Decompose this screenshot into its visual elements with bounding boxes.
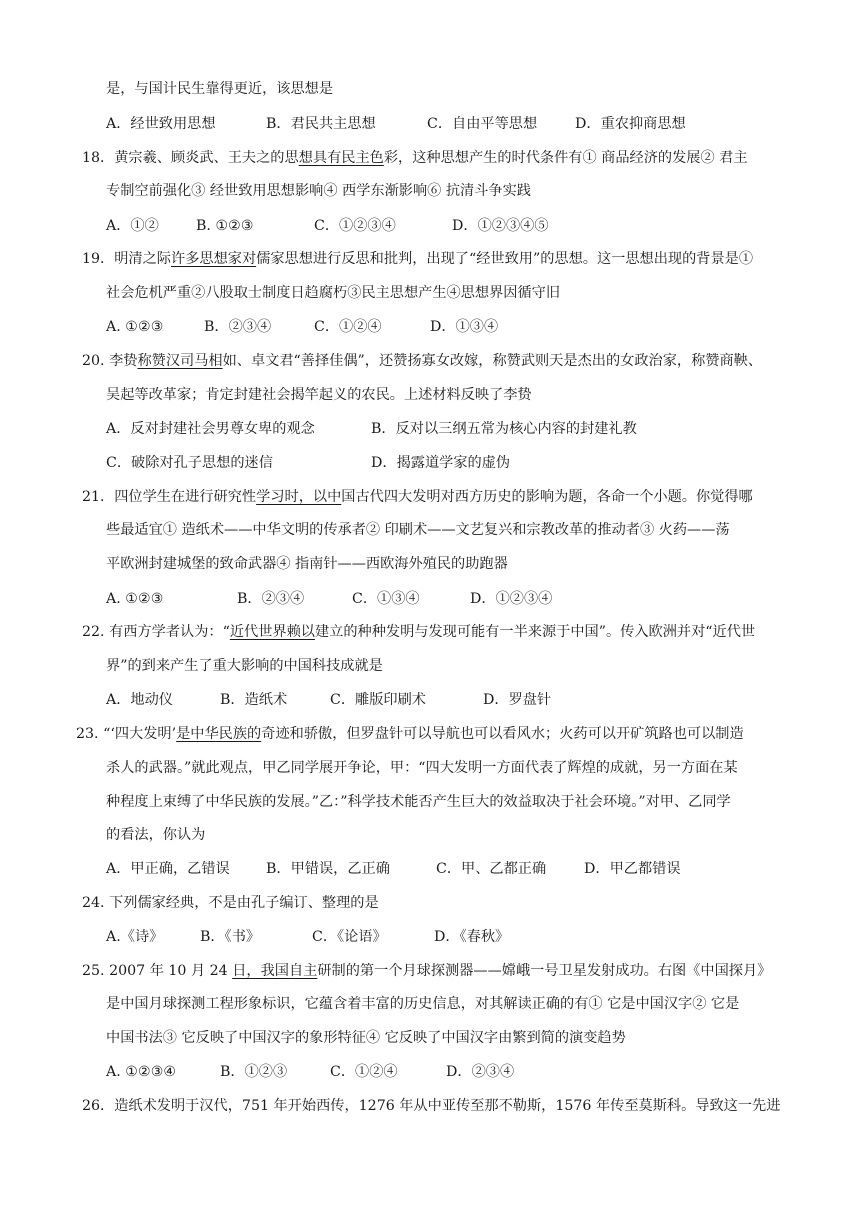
q21-stem-line3: 平欧洲封建城堡的致命武器④ 指南针——西欧海外殖民的助跑器 — [106, 556, 508, 572]
q22-stem-line2: 界”的到来产生了重大影响的中国科技成就是 — [106, 658, 383, 674]
q25-stem-line3: 中国书法③ 它反映了中国汉字的象形特征④ 它反映了中国汉字由繁到简的演变趋势 — [106, 1030, 626, 1046]
q21-option-b: B．②③④ — [237, 591, 305, 607]
q21-option-c: C．①③④ — [352, 591, 420, 607]
q26-stem-line1: 26．造纸术发明于汉代，751 年开始西传，1276 年从中亚传至那不勒斯，1576 年传至莫斯科。导致这一先进 — [82, 1098, 781, 1114]
q20-option-d: D．揭露道学家的虚伪 — [371, 455, 511, 471]
q21-option-a: A. ①②③ — [106, 591, 164, 607]
q18-option-a: A．①② — [106, 218, 159, 234]
q20-stem-line2: 吴起等改革家；肯定封建社会揭竿起义的农民。上述材料反映了李贽 — [106, 387, 532, 403]
q25-stem-line2: 是中国月球探测工程形象标识，它蕴含着丰富的历史信息，对其解读正确的有① 它是中国汉字② 它是 — [106, 996, 740, 1012]
q23-option-c: C．甲、乙都正确 — [436, 861, 547, 877]
q24-option-a: A.《诗》 — [106, 929, 164, 945]
q17-stem: 是，与国计民生靠得更近，该思想是 — [106, 81, 334, 97]
q21-stem-line2: 些最适宜① 造纸术——中华文明的传承者② 印刷术——文艺复兴和宗教改革的推动者③ 火药——荡 — [106, 522, 730, 538]
q20-option-a: A．反对封建社会男尊女卑的观念 — [106, 421, 315, 437]
q19-option-b: B．②③④ — [204, 319, 272, 335]
q21-option-d: D．①②③④ — [470, 591, 553, 607]
q17-option-b: B．君民共主思想 — [266, 116, 376, 132]
q23-option-d: D．甲乙都错误 — [584, 861, 681, 877]
q19-option-d: D．①③④ — [430, 319, 499, 335]
q19-stem-line1: 19．明清之际许多思想家对儒家思想进行反思和批判，出现了“经世致用”的思想。这一思想出现的背景是① — [82, 251, 754, 267]
q19-option-c: C．①②④ — [314, 319, 382, 335]
q23-stem-line3: 种程度上束缚了中华民族的发展。”乙：”科学技术能否产生巨大的效益取决于社会环境。”对甲、乙同学 — [106, 794, 731, 810]
q18-option-b: B. ①②③ — [196, 218, 254, 234]
q23-stem-line1: 23. “‘四大发明’是中华民族的奇迹和骄傲，但罗盘针可以导航也可以看风水；火药可以开矿筑路也可以制造 — [76, 726, 744, 742]
q23-stem-line4: 的看法，你认为 — [106, 827, 206, 843]
q24-option-c: C．《论语》 — [312, 929, 387, 945]
q18-stem-line1: 18．黄宗羲、顾炎武、王夫之的思想具有民主色彩，这种思想产生的时代条件有① 商品经济的发展② 君主 — [82, 150, 748, 166]
q25-option-a: A. ①②③④ — [106, 1064, 177, 1080]
q18-option-c: C．①②③④ — [314, 218, 396, 234]
q23-stem-line2: 杀人的武器。”就此观点，甲乙同学展开争论，甲：“四大发明一方面代表了辉煌的成就，另一方面在某 — [106, 760, 738, 776]
q22-option-a: A．地动仪 — [106, 692, 173, 708]
q25-option-c: C．①②④ — [330, 1064, 398, 1080]
q24-option-b: B．《书》 — [200, 929, 261, 945]
q20-option-b: B．反对以三纲五常为核心内容的封建礼教 — [371, 421, 637, 437]
q17-option-c: C．自由平等思想 — [427, 116, 538, 132]
q22-option-b: B．造纸术 — [220, 692, 288, 708]
q20-stem-line1: 20. 李贽称赞汉司马相如、卓文君“善择佳偶”，还赞扬寡女改嫁，称赞武则天是杰出的女政治家，称赞商鞅、 — [82, 353, 763, 369]
q24-option-d: D．《春秋》 — [434, 929, 510, 945]
q22-option-d: D．罗盘针 — [483, 692, 552, 708]
q17-option-a: A．经世致用思想 — [106, 116, 216, 132]
q23-option-b: B．甲错误，乙正确 — [266, 861, 390, 877]
q18-stem-line2: 专制空前强化③ 经世致用思想影响④ 西学东渐影响⑥ 抗清斗争实践 — [106, 183, 531, 199]
q22-stem-line1: 22. 有西方学者认为：“近代世界赖以建立的种种发明与发现可能有一半来源于中国”。传入欧洲并对“近代世 — [82, 624, 756, 640]
q17-option-d: D．重农抑商思想 — [575, 116, 686, 132]
q19-stem-line2: 社会危机严重②八股取士制度日趋腐朽③民主思想产生④思想界因循守旧 — [106, 285, 561, 301]
q21-stem-line1: 21．四位学生在进行研究性学习时，以中国古代四大发明对西方历史的影响为题，各命一个小题。你觉得哪 — [82, 489, 753, 505]
q18-option-d: D．①②③④⑤ — [452, 218, 549, 234]
q20-option-c: C．破除对孔子思想的迷信 — [106, 455, 273, 471]
q23-option-a: A．甲正确，乙错误 — [106, 861, 230, 877]
q25-option-d: D．②③④ — [446, 1064, 515, 1080]
q25-stem-line1: 25. 2007 年 10 月 24 日，我国自主研制的第一个月球探测器——嫦峨一号卫星发射成功。右图《中国探月》 — [82, 963, 772, 979]
q19-option-a: A. ①②③ — [106, 319, 164, 335]
q24-stem: 24. 下列儒家经典，不是由孔子编订、整理的是 — [82, 895, 379, 911]
q22-option-c: C．雕版印刷术 — [330, 692, 426, 708]
q25-option-b: B．①②③ — [220, 1064, 288, 1080]
